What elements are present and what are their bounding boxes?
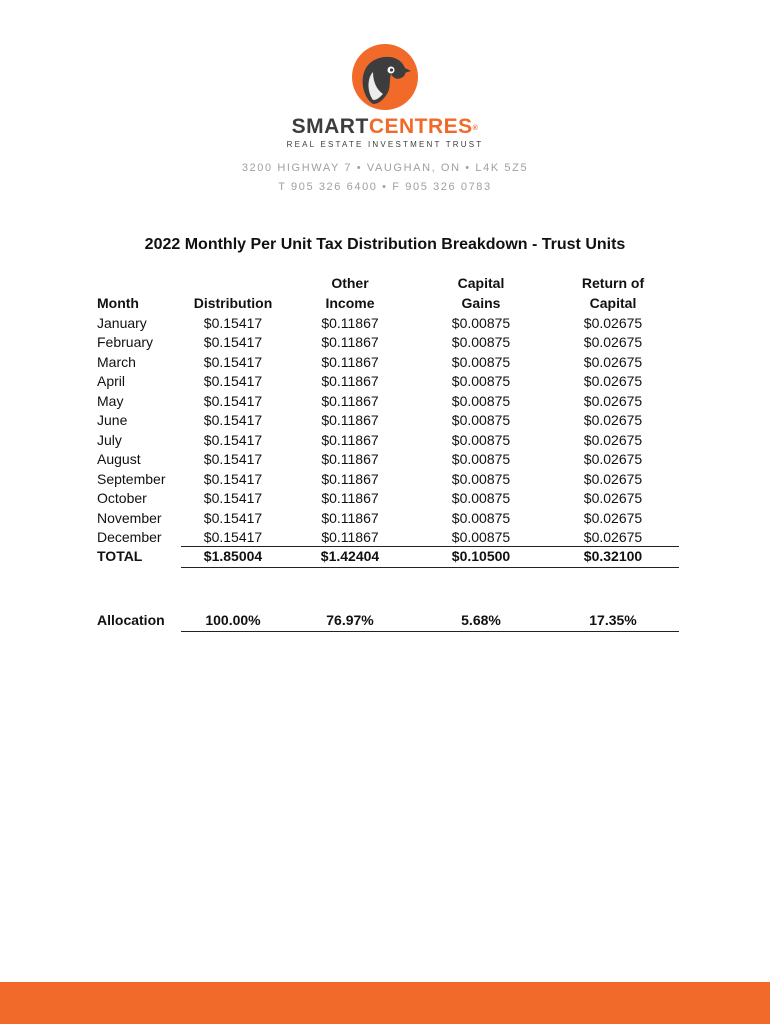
cell-other-income: $0.11867 bbox=[321, 353, 379, 370]
logo bbox=[0, 44, 770, 149]
cell-month: August bbox=[97, 451, 141, 467]
phone-fax-line: T 905 326 6400 • F 905 326 0783 bbox=[278, 181, 492, 193]
allocation-capital-gains: 5.68% bbox=[461, 612, 501, 628]
cell-distribution: $0.15417 bbox=[203, 334, 263, 350]
header-distribution: Distribution bbox=[193, 295, 273, 311]
table-row bbox=[0, 431, 770, 451]
cell-capital-gains: $0.00875 bbox=[451, 392, 511, 409]
cell-other-income: $0.11867 bbox=[321, 373, 379, 389]
cell-distribution: $0.15417 bbox=[203, 314, 263, 331]
cell-return-of-capital: $0.02675 bbox=[583, 334, 643, 350]
cell-return-of-capital: $0.02675 bbox=[583, 412, 643, 428]
cell-return-of-capital: $0.02675 bbox=[583, 392, 643, 409]
cell-return-of-capital: $0.02675 bbox=[583, 451, 643, 467]
cell-capital-gains: $0.00875 bbox=[451, 314, 511, 331]
table-row bbox=[0, 450, 770, 470]
table-row bbox=[0, 489, 770, 509]
cell-other-income: $0.11867 bbox=[321, 509, 379, 526]
table-row bbox=[0, 392, 770, 412]
penguin-logo-icon bbox=[351, 44, 419, 110]
cell-return-of-capital: $0.02675 bbox=[583, 373, 643, 389]
header-return-of-capital bbox=[562, 273, 664, 313]
page-title: 2022 Monthly Per Unit Tax Distribution Breakdown - Trust Units bbox=[144, 236, 626, 253]
cell-other-income: $0.11867 bbox=[321, 392, 379, 409]
cell-month: January bbox=[97, 314, 147, 331]
cell-other-income: $0.11867 bbox=[321, 334, 379, 350]
total-return-of-capital: $0.32100 bbox=[583, 548, 643, 564]
cell-capital-gains: $0.00875 bbox=[451, 412, 511, 428]
total-label: TOTAL bbox=[97, 548, 143, 564]
cell-capital-gains: $0.00875 bbox=[451, 353, 511, 370]
cell-distribution: $0.15417 bbox=[203, 431, 263, 448]
cell-capital-gains: $0.00875 bbox=[451, 470, 511, 487]
cell-capital-gains: $0.00875 bbox=[451, 334, 511, 350]
cell-month: March bbox=[97, 353, 136, 370]
cell-other-income: $0.11867 bbox=[321, 431, 379, 448]
cell-month: July bbox=[97, 431, 122, 448]
cell-return-of-capital: $0.02675 bbox=[583, 470, 643, 487]
cell-capital-gains: $0.00875 bbox=[451, 431, 511, 448]
header-other-income bbox=[300, 273, 400, 313]
cell-distribution: $0.15417 bbox=[203, 490, 263, 506]
total-capital-gains: $0.10500 bbox=[451, 548, 511, 564]
cell-month: November bbox=[97, 509, 162, 526]
cell-capital-gains: $0.00875 bbox=[451, 529, 511, 545]
allocation-row bbox=[0, 611, 770, 631]
cell-month: April bbox=[97, 373, 126, 389]
total-row bbox=[0, 547, 770, 567]
cell-other-income: $0.11867 bbox=[321, 529, 379, 545]
cell-month: December bbox=[97, 529, 162, 545]
cell-distribution: $0.15417 bbox=[203, 373, 263, 389]
registered-mark: ® bbox=[472, 125, 479, 132]
cell-other-income: $0.11867 bbox=[321, 470, 379, 487]
header-capital-gains-line1: Capital bbox=[457, 275, 505, 291]
cell-capital-gains: $0.00875 bbox=[451, 451, 511, 467]
header-month: Month bbox=[97, 295, 139, 311]
cell-distribution: $0.15417 bbox=[203, 470, 263, 487]
table-row bbox=[0, 333, 770, 353]
allocation-other-income: 76.97% bbox=[326, 612, 374, 628]
brand-centres: CENTRES bbox=[368, 115, 473, 138]
cell-distribution: $0.15417 bbox=[203, 412, 263, 428]
cell-return-of-capital: $0.02675 bbox=[583, 314, 643, 331]
cell-other-income: $0.11867 bbox=[321, 490, 379, 506]
table-row bbox=[0, 509, 770, 529]
header-capital-gains bbox=[430, 273, 532, 313]
brand-name bbox=[0, 116, 770, 138]
allocation-return-of-capital: 17.35% bbox=[589, 612, 637, 628]
allocation-bottom-rule bbox=[181, 631, 679, 632]
cell-other-income: $0.11867 bbox=[321, 412, 379, 428]
table-row bbox=[0, 353, 770, 373]
header-other-income-line2: Income bbox=[325, 295, 375, 311]
table-row bbox=[0, 372, 770, 392]
cell-capital-gains: $0.00875 bbox=[451, 509, 511, 526]
allocation-label: Allocation bbox=[97, 612, 165, 628]
cell-return-of-capital: $0.02675 bbox=[583, 431, 643, 448]
footer-bar bbox=[0, 982, 770, 1024]
cell-month: October bbox=[97, 490, 147, 506]
header-other-income-line1: Other bbox=[331, 275, 369, 291]
header-return-of-capital-line1: Return of bbox=[581, 275, 645, 291]
table-row bbox=[0, 314, 770, 334]
cell-other-income: $0.11867 bbox=[321, 451, 379, 467]
cell-return-of-capital: $0.02675 bbox=[583, 529, 643, 545]
table-row bbox=[0, 470, 770, 490]
cell-capital-gains: $0.00875 bbox=[451, 373, 511, 389]
cell-return-of-capital: $0.02675 bbox=[583, 353, 643, 370]
table-row bbox=[0, 528, 770, 548]
cell-distribution: $0.15417 bbox=[203, 451, 263, 467]
header-return-of-capital-line2: Capital bbox=[589, 295, 637, 311]
address-line: 3200 HIGHWAY 7 • VAUGHAN, ON • L4K 5Z5 bbox=[241, 162, 529, 174]
cell-month: February bbox=[97, 334, 154, 350]
brand-tagline: REAL ESTATE INVESTMENT TRUST bbox=[286, 140, 484, 149]
cell-month: June bbox=[97, 412, 128, 428]
cell-return-of-capital: $0.02675 bbox=[583, 509, 643, 526]
total-bottom-rule bbox=[181, 567, 679, 568]
cell-month: May bbox=[97, 392, 124, 409]
cell-other-income: $0.11867 bbox=[321, 314, 379, 331]
allocation-distribution: 100.00% bbox=[205, 612, 261, 628]
cell-distribution: $0.15417 bbox=[203, 353, 263, 370]
cell-capital-gains: $0.00875 bbox=[451, 490, 511, 506]
total-other-income: $1.42404 bbox=[320, 548, 380, 564]
header-capital-gains-line2: Gains bbox=[461, 295, 501, 311]
cell-return-of-capital: $0.02675 bbox=[583, 490, 643, 506]
cell-distribution: $0.15417 bbox=[203, 529, 263, 545]
table-row bbox=[0, 411, 770, 431]
brand-smart: SMART bbox=[291, 115, 369, 138]
cell-distribution: $0.15417 bbox=[203, 509, 263, 526]
total-distribution: $1.85004 bbox=[203, 548, 263, 564]
cell-month: September bbox=[97, 470, 166, 487]
cell-distribution: $0.15417 bbox=[203, 392, 263, 409]
